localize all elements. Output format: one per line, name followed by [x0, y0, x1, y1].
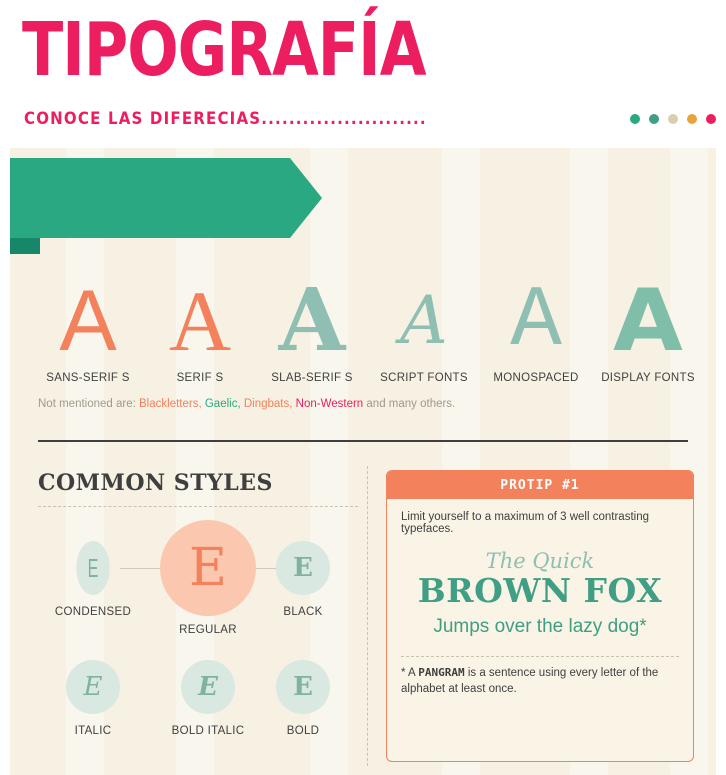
page-subtitle: CONOCE LAS DIFERECIAS........................ — [24, 108, 427, 129]
caption-regular: REGULAR — [179, 624, 237, 636]
green-arrow-tail — [10, 238, 40, 254]
node-bold — [276, 660, 330, 714]
note-suffix: and many others. — [363, 398, 456, 410]
specimen-label-row — [32, 372, 704, 384]
specimen-label-sans-serif: SANS-SERIF S — [46, 372, 130, 384]
node-bold-italic — [181, 660, 235, 714]
footnote-term: PANGRAM — [418, 666, 465, 679]
node-black — [276, 541, 330, 595]
note-prefix: Not mentioned are: — [38, 398, 140, 410]
section-divider — [38, 440, 688, 442]
vertical-dashed-divider — [367, 466, 368, 766]
node-glyph: E — [189, 538, 227, 598]
connector-left — [120, 568, 160, 569]
specimen-monospaced — [480, 258, 592, 368]
note-item-dingbats: Dingbats, — [243, 398, 293, 410]
dot-sand — [668, 114, 678, 124]
protip-lead-text: Limit yourself to a maximum of 3 well contrasting typefaces. — [401, 511, 649, 535]
specimen-glyph: A — [59, 273, 117, 369]
typeface-specimen-row — [32, 258, 704, 371]
note-item-non-western: Non-Western — [295, 398, 364, 410]
protip-sample — [387, 549, 693, 638]
specimen-label-serif: SERIF S — [176, 372, 224, 384]
dot-orange — [687, 114, 697, 124]
specimen-glyph: A — [278, 270, 346, 371]
dot-green — [630, 114, 640, 124]
node-glyph: E — [87, 552, 99, 583]
protip-footnote — [387, 657, 693, 697]
node-regular — [160, 520, 256, 616]
specimen-label-script: SCRIPT FONTS — [380, 372, 468, 384]
node-glyph: E — [83, 672, 103, 702]
specimen-label-monospaced: MONOSPACED — [493, 372, 579, 384]
caption-condensed: CONDENSED — [54, 606, 132, 618]
caption-italic: ITALIC — [74, 725, 112, 737]
footnote-suffix: is a sentence using every letter of the alphabet at least once. — [401, 667, 659, 695]
specimen-glyph: A — [613, 271, 683, 371]
note-item-blackletters: Blackletters, — [139, 398, 202, 410]
page-title: TIPOGRAFÍA — [22, 6, 426, 93]
specimen-serif — [144, 258, 256, 368]
node-italic — [66, 660, 120, 714]
dot-teal — [649, 114, 659, 124]
common-styles-dashed-rule — [38, 506, 358, 507]
specimen-script — [368, 258, 480, 368]
caption-bold: BOLD — [286, 725, 320, 737]
sample-script-line: The Quick — [485, 549, 595, 573]
note-item-gaelic: Gaelic, — [204, 398, 241, 410]
specimen-glyph: A — [168, 273, 232, 369]
node-glyph: E — [198, 672, 218, 702]
node-glyph: E — [293, 672, 313, 702]
common-styles-diagram — [38, 520, 358, 765]
specimen-glyph: A — [400, 282, 448, 359]
sample-display-line: BROWN FOX — [417, 571, 663, 610]
infographic-panel — [10, 148, 716, 775]
specimen-display — [592, 258, 704, 371]
specimen-sans-serif — [32, 258, 144, 368]
sample-sans-line: Jumps over the lazy dog* — [433, 616, 647, 637]
specimen-label-display: DISPLAY FONTS — [601, 372, 695, 384]
common-styles-title: COMMON STYLES — [38, 470, 273, 496]
page-header — [0, 0, 726, 148]
decorative-dots — [630, 114, 716, 124]
dot-pink — [706, 114, 716, 124]
caption-bold-italic: BOLD ITALIC — [171, 725, 245, 737]
node-glyph: E — [293, 553, 313, 583]
footnote-prefix: * A — [401, 667, 419, 679]
not-mentioned-note — [38, 398, 455, 410]
green-arrow-banner — [10, 158, 290, 238]
specimen-label-slab-serif: SLAB-SERIF S — [271, 372, 353, 384]
node-condensed — [76, 541, 109, 595]
caption-black: BLACK — [283, 606, 323, 618]
specimen-slab-serif — [256, 258, 368, 371]
protip-card — [386, 470, 694, 762]
protip-heading: PROTIP #1 — [387, 471, 693, 499]
specimen-glyph: A — [510, 272, 562, 370]
